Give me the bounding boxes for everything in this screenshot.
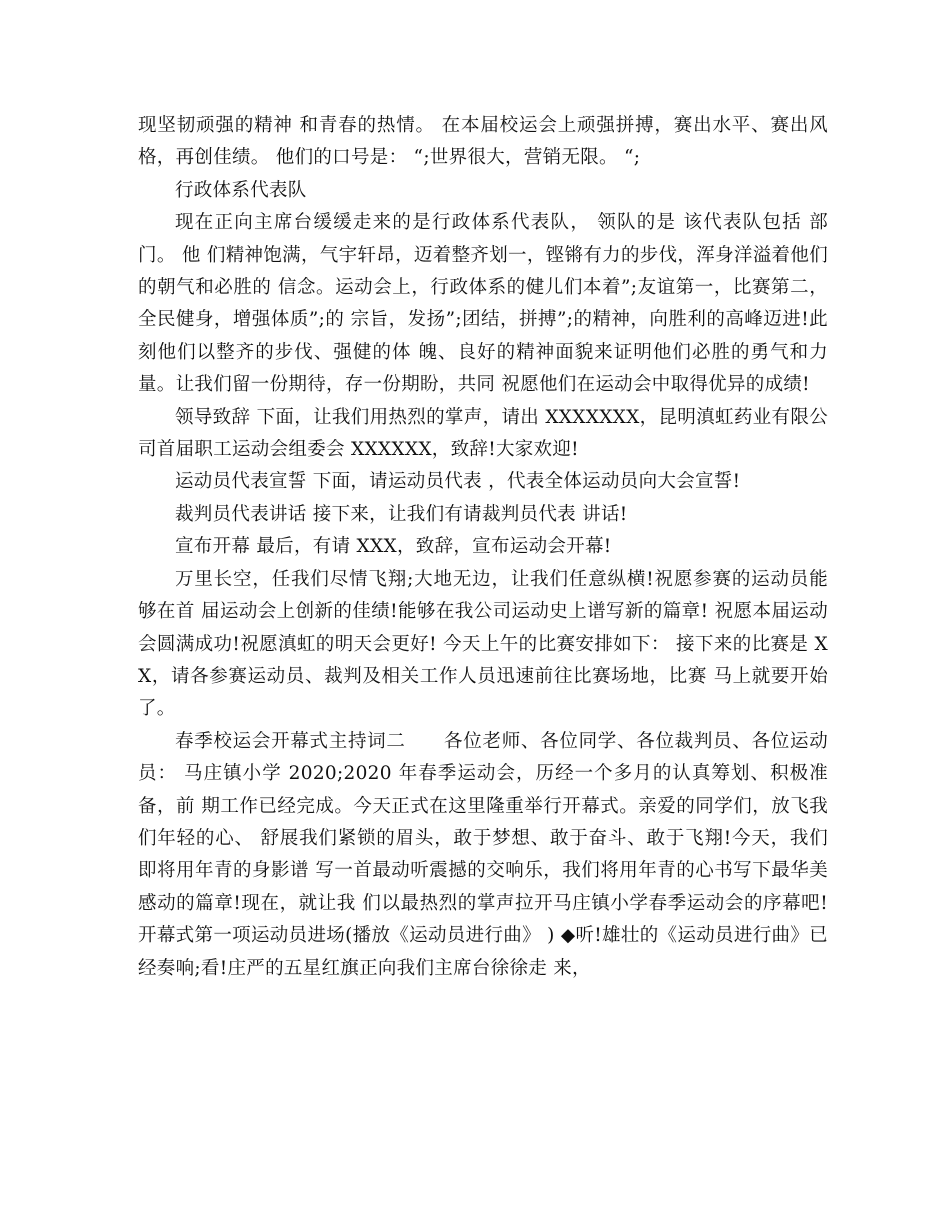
paragraph: 春季校运会开幕式主持词二 各位老师、各位同学、各位裁判员、各位运动员： 马庄镇小学 2020;2020 年春季运动会，历经一个多月的认真筹划、积极准备，前 期工作已经完成。今天正式在这里隆重举行开幕式。亲爱的同学们，放飞我们年轻的心、 舒展我们紧锁的眉头，敢于梦想、敢于奋斗、敢于飞翔!今天，我们即将用年青的身影谱 写一首最动听震撼的交响乐，我们将用年青的心书写下最华美感动的篇章!现在，就让我 们以最热烈的掌声拉开马庄镇小学春季运动会的序幕吧! 开幕式第一项运动员进场(播放《运动员进行曲》 ) ◆听!雄壮的《运动员进行曲》已经奏响;看!庄严的五星红旗正向我们主席台徐徐走 来， <box>138 730 828 979</box>
paragraph: 万里长空，任我们尽情飞翔;大地无边，让我们任意纵横!祝愿参赛的运动员能够在首 届运动会上创新的佳绩!能够在我公司运动史上谱写新的篇章! 祝愿本届运动会圆满成功!祝愿滇虹的明天会更好! 今天上午的比赛安排如下： 接下来的比赛是 XX，请各参赛运动员、裁判及相关工作人员迅速前往比赛场地，比赛 马上就要开始了。 <box>138 568 828 720</box>
section-heading: 行政体系代表队 <box>175 179 307 201</box>
paragraph: 宣布开幕 最后，有请 XXX，致辞，宣布运动会开幕! <box>175 536 612 558</box>
paragraph: 现坚韧顽强的精神 和青春的热情。 在本届校运会上顽强拼搏，赛出水平、赛出风格，再创佳绩。 他们的口号是： “;世界很大，营销无限。 “; <box>138 115 828 169</box>
paragraph: 领导致辞 下面，让我们用热烈的掌声，请出 XXXXXXX，昆明滇虹药业有限公司首届职工运动会组委会 XXXXXX，致辞!大家欢迎! <box>138 406 828 461</box>
paragraph: 裁判员代表讲话 接下来，让我们有请裁判员代表 讲话! <box>175 503 628 525</box>
paragraph: 运动员代表宣誓 下面，请运动员代表 ，代表全体运动员向大会宣誓! <box>175 471 741 493</box>
document-body <box>138 110 828 985</box>
paragraph: 现在正向主席台缓缓走来的是行政体系代表队， 领队的是 该代表队包括 部门。 他 们精神饱满，气宇轩昂，迈着整齐划一，铿锵有力的步伐，浑身洋溢着他们的朝气和必胜的 信念。运动会上，行政体系的健儿们本着”;友谊第一，比赛第二，全民健身，增强体质”;的 宗旨，发扬”;团结，拼搏”;的精神，向胜利的高峰迈进!此刻他们以整齐的步伐、强健的体 魄、良好的精神面貌来证明他们必胜的勇气和力量。让我们留一份期待，存一份期盼，共同 祝愿他们在运动会中取得优异的成绩! <box>138 212 828 396</box>
